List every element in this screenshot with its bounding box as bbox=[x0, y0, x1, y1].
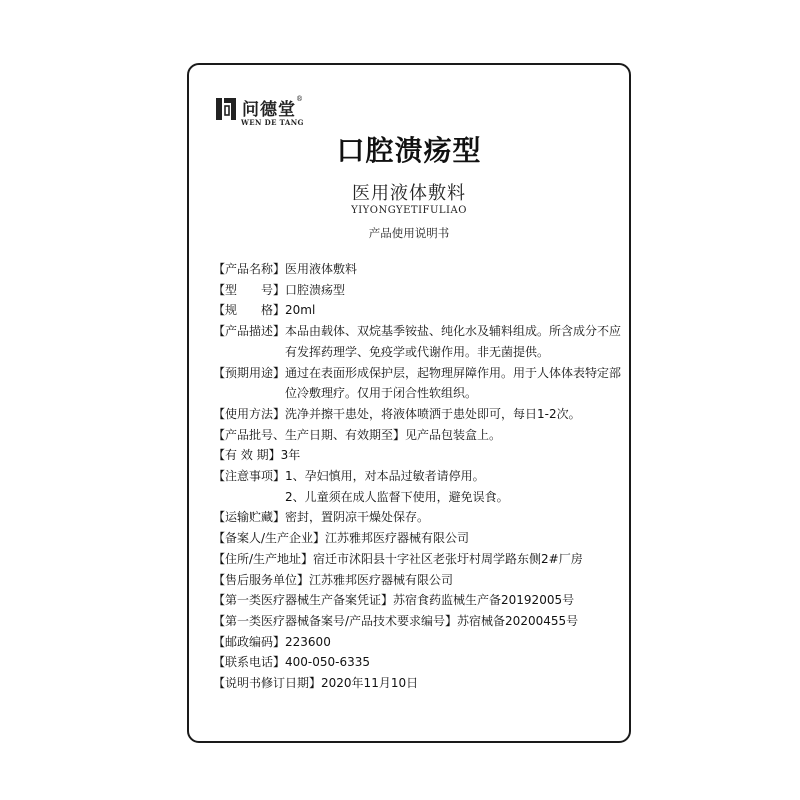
info-label: 【注意事项】 bbox=[213, 469, 286, 484]
info-label: 【第一类医疗器械生产备案凭证】 bbox=[213, 593, 394, 608]
info-row bbox=[213, 280, 623, 301]
info-label: 【运输贮藏】 bbox=[213, 510, 286, 525]
info-value: 洗净并擦干患处，将液体喷洒于患处即可，每日1-2次。 bbox=[285, 406, 581, 421]
info-row bbox=[213, 300, 623, 321]
info-row bbox=[213, 363, 623, 404]
info-label: 【说明书修订日期】 bbox=[213, 676, 322, 691]
product-subtitle: 医用液体敷料 bbox=[352, 183, 466, 204]
info-row bbox=[213, 590, 623, 611]
info-label: 【住所/生产地址】 bbox=[213, 551, 314, 566]
info-value: 通过在表面形成保护层，起物理屏障作用。用于人体体表特定部位冷敷理疗。仅用于闭合性软组织。 bbox=[285, 365, 622, 401]
info-value: 苏宿食药监械生产备20192005号 bbox=[393, 593, 575, 608]
info-value: 223600 bbox=[285, 634, 331, 649]
info-label: 【邮政编码】 bbox=[213, 634, 286, 649]
info-row bbox=[213, 673, 623, 694]
info-value: 2020年11月10日 bbox=[321, 676, 419, 691]
brand-name-cn: 问德堂® bbox=[242, 95, 304, 120]
info-label: 【产品描述】 bbox=[213, 324, 286, 339]
info-row bbox=[213, 321, 623, 362]
info-row bbox=[213, 652, 623, 673]
info-label: 【备案人/生产企业】 bbox=[213, 531, 326, 546]
info-label: 【售后服务单位】 bbox=[213, 572, 310, 587]
info-row bbox=[213, 632, 623, 653]
info-value: 见产品包装盒上。 bbox=[405, 427, 502, 442]
info-label: 【联系电话】 bbox=[213, 655, 286, 670]
info-row bbox=[213, 425, 623, 446]
info-list bbox=[213, 259, 623, 694]
info-row bbox=[213, 611, 623, 632]
info-row bbox=[213, 466, 623, 487]
info-label: 【规 格】 bbox=[213, 303, 286, 318]
info-value: 3年 bbox=[280, 448, 301, 463]
info-row bbox=[213, 549, 623, 570]
info-value: 宿迁市沭阳县十字社区老张圩村周学路东侧2#厂房 bbox=[313, 551, 583, 566]
info-value: 2、儿童须在成人监督下使用，避免误食。 bbox=[285, 489, 509, 504]
info-row bbox=[213, 507, 623, 528]
info-row bbox=[213, 259, 623, 280]
info-value: 400-050-6335 bbox=[285, 655, 371, 670]
info-row bbox=[213, 528, 623, 549]
info-label: 【预期用途】 bbox=[213, 365, 286, 380]
info-value: 20ml bbox=[285, 303, 316, 318]
info-row bbox=[213, 570, 623, 591]
product-title: 口腔溃疡型 bbox=[336, 134, 482, 167]
brand-name-en: WEN DE TANG bbox=[241, 118, 304, 127]
info-value: 江苏雅邦医疗器械有限公司 bbox=[325, 531, 470, 546]
info-label: 【有 效 期】 bbox=[213, 448, 281, 463]
manual-label: 产品使用说明书 bbox=[368, 226, 450, 240]
info-value: 1、孕妇慎用，对本品过敏者请停用。 bbox=[285, 469, 485, 484]
info-value: 口腔溃疡型 bbox=[285, 282, 346, 297]
info-label: 【型 号】 bbox=[213, 282, 286, 297]
info-label: 【第一类医疗器械备案号/产品技术要求编号】 bbox=[213, 613, 458, 628]
brand-mark-icon bbox=[215, 97, 237, 121]
info-value: 本品由载体、双烷基季铵盐、纯化水及辅料组成。所含成分不应有发挥药理学、免疫学或代谢作用。非无菌提供。 bbox=[285, 324, 622, 359]
info-value: 江苏雅邦医疗器械有限公司 bbox=[309, 572, 454, 587]
info-value: 苏宿械备20200455号 bbox=[457, 613, 579, 628]
info-label: 【产品批号、生产日期、有效期至】 bbox=[213, 427, 406, 442]
instruction-card bbox=[187, 63, 631, 743]
info-value: 密封，置阴凉干燥处保存。 bbox=[285, 510, 430, 525]
info-value: 医用液体敷料 bbox=[285, 262, 358, 276]
info-label: 【使用方法】 bbox=[213, 406, 286, 421]
info-label: 【产品名称】 bbox=[213, 262, 286, 276]
info-row bbox=[213, 445, 623, 466]
info-row bbox=[213, 487, 623, 508]
product-pinyin: YIYONGYETIFULIAO bbox=[351, 205, 467, 216]
info-row bbox=[213, 404, 623, 425]
